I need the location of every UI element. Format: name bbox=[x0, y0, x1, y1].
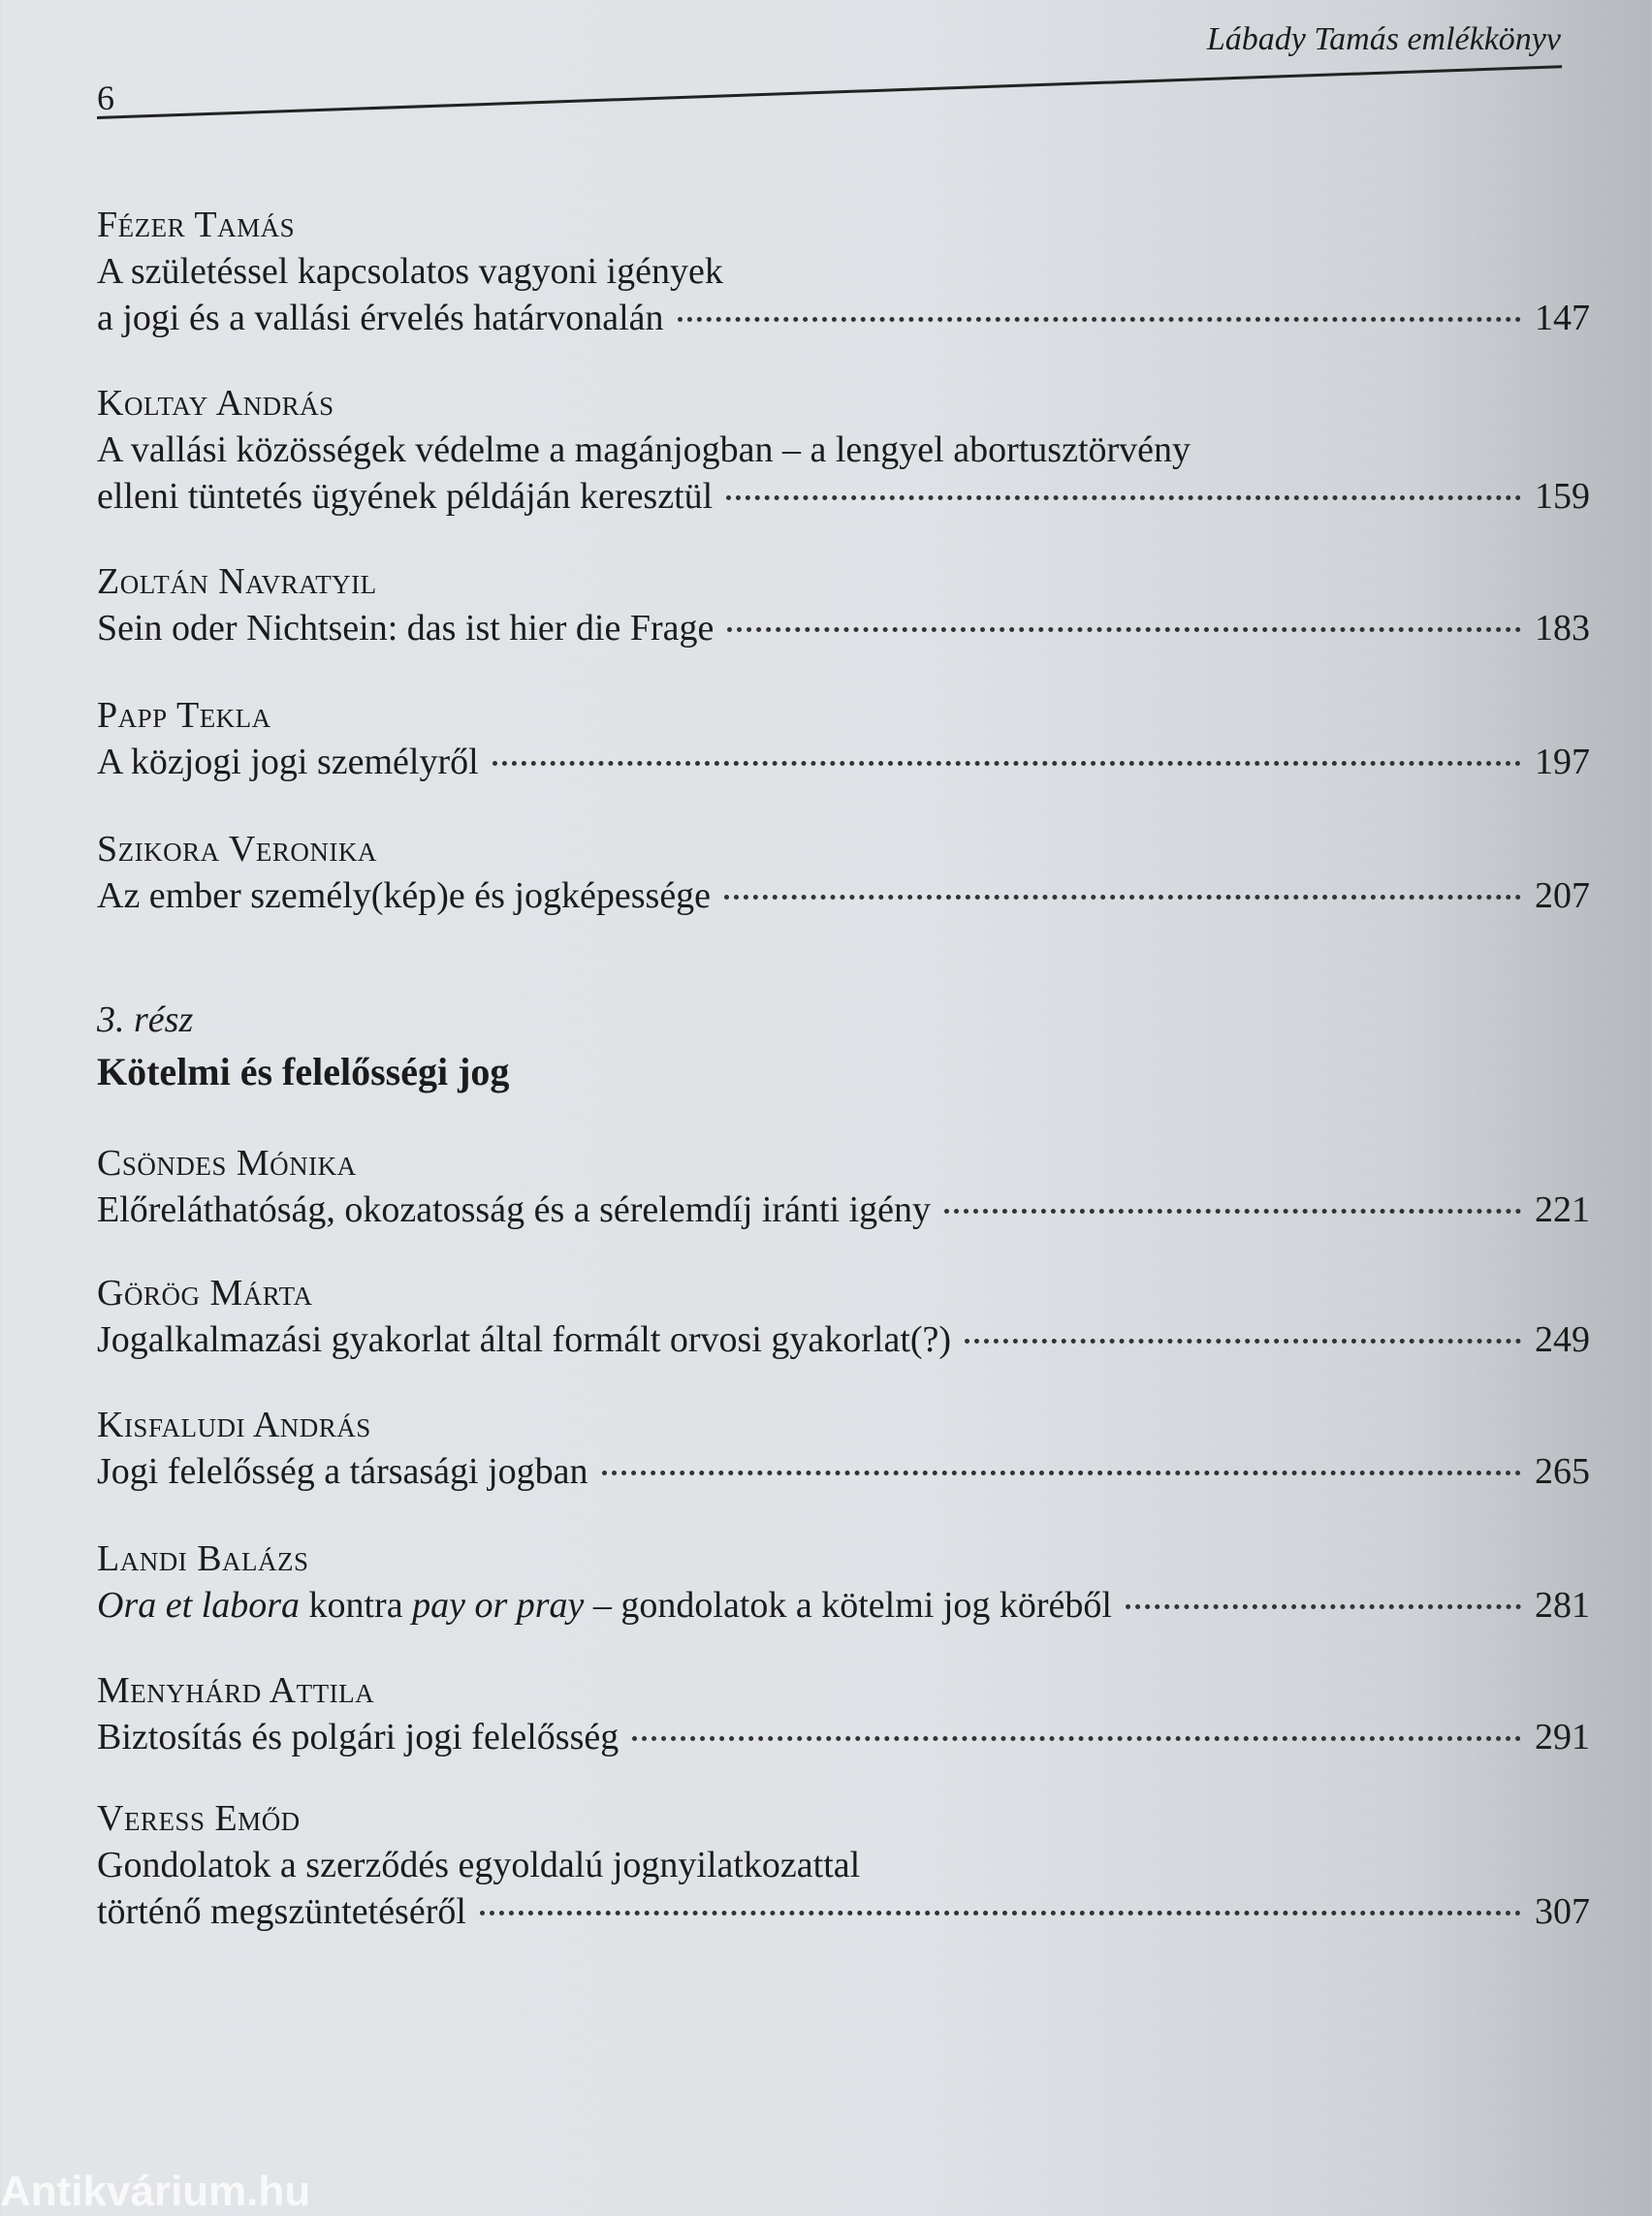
entry-page-number: 159 bbox=[1535, 476, 1590, 517]
entry-title-text: Az ember személy(kép)e és jogképessége bbox=[97, 875, 712, 916]
entry-author: Landi Balázs bbox=[97, 1538, 309, 1579]
entry-title-final bbox=[97, 872, 1590, 919]
entry-author: Koltay András bbox=[97, 383, 334, 424]
entry-title-final bbox=[97, 739, 1590, 785]
dot-leader bbox=[727, 627, 1521, 632]
entry-page-number: 265 bbox=[1535, 1451, 1590, 1492]
entry-page-number: 207 bbox=[1535, 875, 1590, 916]
toc-entry bbox=[97, 826, 1590, 919]
entry-title-italic: Ora et labora bbox=[97, 1585, 300, 1626]
entry-title-plain: kontra bbox=[300, 1585, 413, 1626]
dot-leader bbox=[724, 895, 1521, 900]
entry-page-number: 291 bbox=[1535, 1717, 1590, 1757]
running-title: Lábady Tamás emlékkönyv bbox=[1206, 21, 1561, 57]
entry-page-number: 307 bbox=[1535, 1891, 1590, 1932]
entry-author: Görög Márta bbox=[97, 1273, 313, 1314]
toc-entry bbox=[97, 1270, 1590, 1363]
toc-entry bbox=[97, 1667, 1590, 1760]
toc-entry bbox=[97, 1535, 1590, 1629]
part-label: 3. rész bbox=[97, 999, 194, 1040]
entry-title-final bbox=[97, 1187, 1590, 1233]
entry-title-text: A közjogi jogi személyről bbox=[97, 742, 479, 782]
page-number: 6 bbox=[97, 79, 114, 117]
entry-title-text bbox=[97, 1582, 1112, 1629]
entry-author: Fézer Tamás bbox=[97, 205, 296, 245]
entry-title-final bbox=[97, 1448, 1590, 1495]
entry-title-final bbox=[97, 605, 1590, 651]
entry-page-number: 147 bbox=[1535, 298, 1590, 338]
toc-entry bbox=[97, 1140, 1590, 1233]
dot-leader bbox=[965, 1339, 1521, 1344]
entry-title-line: Gondolatok a szerződés egyoldalú jognyilatkozattal bbox=[97, 1845, 861, 1885]
entry-title-final bbox=[97, 1714, 1590, 1760]
entry-author: Menyhárd Attila bbox=[97, 1670, 375, 1711]
entry-author: Csöndes Mónika bbox=[97, 1143, 357, 1184]
watermark: Antikvárium.hu bbox=[0, 2168, 311, 2215]
entry-title-text: történő megszüntetéséről bbox=[97, 1891, 466, 1932]
entry-title-final bbox=[97, 473, 1590, 520]
entry-page-number: 183 bbox=[1535, 608, 1590, 649]
dot-leader bbox=[1126, 1604, 1521, 1609]
toc-entry bbox=[97, 1795, 1590, 1935]
entry-title-text: elleni tüntetés ügyének példáján keresztül bbox=[97, 476, 714, 517]
entry-title-final bbox=[97, 295, 1590, 341]
dot-leader bbox=[492, 761, 1521, 766]
entry-title-final bbox=[97, 1888, 1590, 1935]
toc-entry bbox=[97, 380, 1590, 520]
dot-leader bbox=[602, 1471, 1521, 1475]
toc-entry bbox=[97, 692, 1590, 785]
entry-author: Szikora Veronika bbox=[97, 829, 377, 870]
entry-page-number: 281 bbox=[1535, 1585, 1590, 1626]
entry-title-text: Jogi felelősség a társasági jogban bbox=[97, 1451, 588, 1492]
entry-author: Kisfaludi András bbox=[97, 1405, 371, 1445]
dot-leader bbox=[632, 1736, 1521, 1741]
entry-title-text: Jogalkalmazási gyakorlat által formált orvosi gyakorlat(?) bbox=[97, 1319, 952, 1360]
dot-leader bbox=[678, 317, 1521, 322]
entry-title-line: A vallási közösségek védelme a magánjogban – a lengyel abortusztörvény bbox=[97, 429, 1191, 470]
entry-title-plain: – gondolatok a kötelmi jog köréből bbox=[584, 1585, 1112, 1626]
part-title: Kötelmi és felelősségi jog bbox=[97, 1050, 510, 1093]
entry-page-number: 249 bbox=[1535, 1319, 1590, 1360]
entry-title-final bbox=[97, 1582, 1590, 1629]
entry-page-number: 221 bbox=[1535, 1189, 1590, 1230]
toc-entry bbox=[97, 558, 1590, 651]
entry-title-line: A születéssel kapcsolatos vagyoni igények bbox=[97, 251, 723, 292]
toc-entry bbox=[97, 202, 1590, 341]
entry-page-number: 197 bbox=[1535, 742, 1590, 782]
entry-title-text: a jogi és a vallási érvelés határvonalán bbox=[97, 298, 664, 338]
entry-title-text: Előreláthatóság, okozatosság és a sérelemdíj iránti igény bbox=[97, 1189, 931, 1230]
dot-leader bbox=[944, 1209, 1521, 1214]
entry-author: Papp Tekla bbox=[97, 695, 271, 736]
entry-author: Zoltán Navratyil bbox=[97, 561, 377, 602]
toc-entry bbox=[97, 1402, 1590, 1495]
entry-author: Veress Emőd bbox=[97, 1798, 301, 1839]
dot-leader bbox=[480, 1911, 1521, 1915]
entry-title-italic: pay or pray bbox=[412, 1585, 585, 1626]
header-rule bbox=[97, 65, 1562, 119]
entry-title-final bbox=[97, 1316, 1590, 1363]
entry-title-text: Sein oder Nichtsein: das ist hier die Frage bbox=[97, 608, 715, 649]
dot-leader bbox=[726, 495, 1521, 500]
entry-title-text: Biztosítás és polgári jogi felelősség bbox=[97, 1717, 620, 1757]
